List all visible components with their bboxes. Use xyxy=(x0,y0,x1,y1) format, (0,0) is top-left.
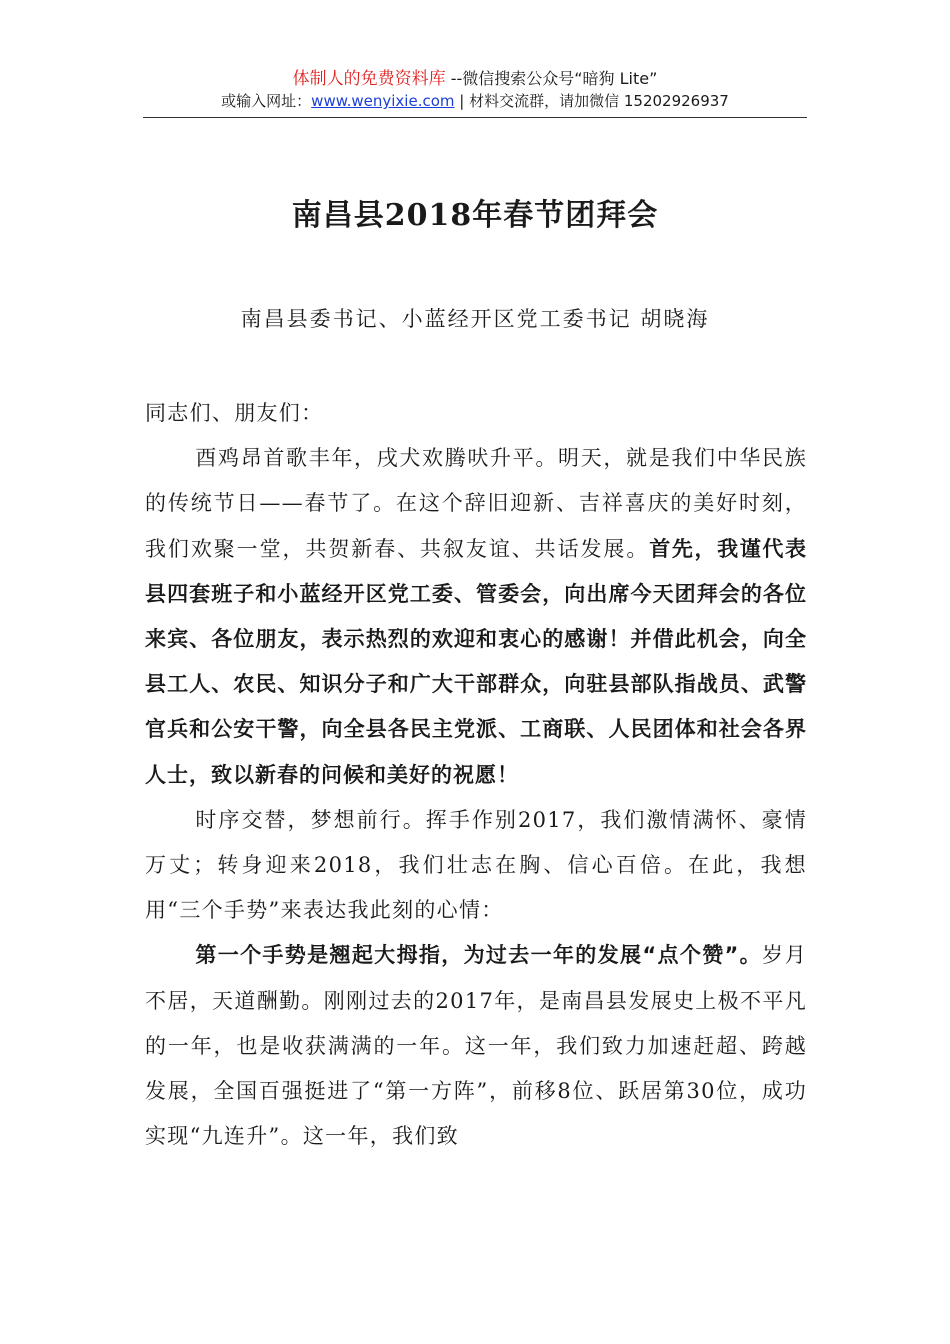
paragraph-2: 时序交替，梦想前行。挥手作别2017，我们激情满怀、豪情万丈；转身迎来2018，我们壮志在胸、信心百倍。在此，我想用“三个手势”来表达我此刻的心情： xyxy=(145,807,807,923)
header-divider xyxy=(143,117,807,118)
paragraph-1-text: 酉鸡昂首歌丰年，戌犬欢腾吠升平。明天，就是我们中华民族的传统节日——春节了。在这个辞旧迎新、吉祥喜庆的美好时刻，我们欢聚一堂，共贺新春、共叙友谊、共话发展。 xyxy=(145,446,807,561)
document-title: 南昌县2018年春节团拜会 xyxy=(291,198,659,233)
paragraph-3-bold-text: 第一个手势是翘起大拇指，为过去一年的发展“点个赞”。 xyxy=(195,943,763,968)
header-url-prefix: 或输入网址： xyxy=(221,92,312,110)
header-contact: | 材料交流群，请加微信 15202926937 xyxy=(454,92,729,110)
header-brand: 体制人的免费资料库 xyxy=(292,69,446,89)
header-wechat-note: --微信搜索公众号“暗狗 Lite” xyxy=(445,69,658,88)
paragraph-1-bold-text: 首先，我谨代表县四套班子和小蓝经开区党工委、管委会，向出席今天团拜会的各位来宾、各位朋友，表示热烈的欢迎和衷心的感谢！并借此机会，向全县工人、农民、知识分子和广大干部群众，向驻县部队指战员、武警官兵和公安干警，向全县各民主党派、工商联、人民团体和社会各界人士，致以新春的问候和美好的祝愿！ xyxy=(145,536,807,787)
paragraph-3-text: 岁月不居，天道酬勤。刚刚过去的2017年，是南昌县发展史上极不平凡的一年，也是收获满满的一年。这一年，我们致力加速赶超、跨越发展，全国百强挺进了“第一方阵”，前移8位、跃居第30位，成功实现“九连升”。这一年，我们致 xyxy=(145,943,807,1149)
header-url-link[interactable]: www.wenyixie.com xyxy=(311,92,455,110)
paragraph-3 xyxy=(145,933,807,1159)
paragraph-1 xyxy=(145,436,807,798)
header-line-2 xyxy=(143,90,807,112)
document-author: 南昌县委书记、小蓝经开区党工委书记 胡晓海 xyxy=(240,307,710,331)
salutation: 同志们、朋友们： xyxy=(145,401,324,425)
page-header xyxy=(143,68,807,112)
document-body xyxy=(145,391,807,1159)
header-line-1 xyxy=(143,68,807,90)
